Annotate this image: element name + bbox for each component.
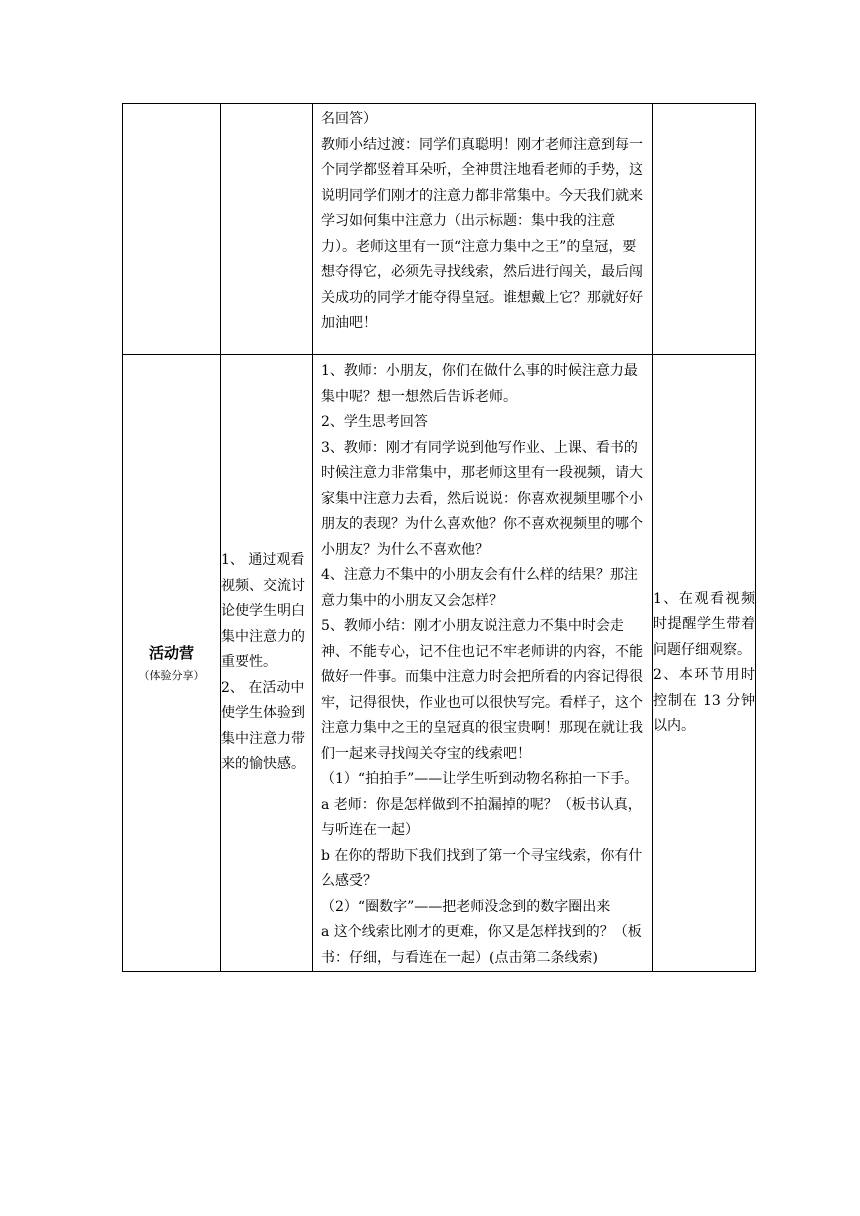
lesson-plan-table [122,103,756,972]
content-line: 5、教师小结：刚才小朋友说注意力不集中时会走神、不能专心，记不住也记不牢老师讲的内容，不能做好一件事。而集中注意力时会把所看的内容记得很牢，记得很快，作业也可以很快写完。看样子，这个注意力集中之王的皇冠真的很宝贵啊！那现在就让我们一起来寻找闯关夺宝的线索吧！ [321,618,643,762]
aim-item: 2、 在活动中使学生体验到集中注意力带来的愉快感。 [221,679,305,773]
aim-item: 1、 通过观看视频、交流讨论使学生明白集中注意力的重要性。 [221,552,305,671]
content-cell [313,104,653,355]
stage-name: 活动营 [148,643,194,662]
content-line: （2）“圈数字”——把老师没念到的数字圈出来 [321,898,611,915]
content-line: 2、学生思考回答 [321,414,428,430]
content-line: 名回答） [321,111,377,127]
note-item: 2、本环节用时控制在 13 分钟以内。 [653,667,755,734]
aim-cell [221,355,313,972]
table-row [123,355,756,972]
stage-cell [123,355,221,972]
content-line: a 老师：你是怎样做到不拍漏掉的呢？（板书认真，与听连在一起） [321,796,642,838]
content-line: 3、教师：刚才有同学说到他写作业、上课、看书的时候注意力非常集中，那老师这里有一段视频，请大家集中注意力去看，然后说说：你喜欢视频里哪个小朋友的表现？为什么喜欢他？你不喜欢视频里的哪个小朋友？为什么不喜欢他？ [321,439,643,558]
content-line: 教师小结过渡：同学们真聪明！刚才老师注意到每一个同学都竖着耳朵听，全神贯注地看老师的手势，这说明同学们刚才的注意力都非常集中。今天我们就来学习如何集中注意力（出示标题：集中我的注意力）。老师这里有一顶“注意力集中之王”的皇冠，要想夺得它，必须先寻找线索，然后进行闯关，最后闯关成功的同学才能夺得皇冠。谁想戴上它？那就好好加油吧！ [321,136,643,331]
table-row [123,104,756,355]
aim-cell [221,104,313,355]
content-line: 1、教师：小朋友，你们在做什么事的时候注意力最集中呢？想一想然后告诉老师。 [321,363,638,405]
content-line: 4、注意力不集中的小朋友会有什么样的结果？那注意力集中的小朋友又会怎样？ [321,567,638,609]
stage-subtitle: （体验分享） [138,668,205,682]
content-cell [313,355,653,972]
note-cell [653,355,756,972]
note-item: 1、在观看视频时提醒学生带着问题仔细观察。 [653,590,755,658]
stage-cell [123,104,221,355]
note-cell [653,104,756,355]
content-line: a 这个线索比刚才的更难，你又是怎样找到的？（板书：仔细，与看连在一起）(点击第二条线索) [321,924,642,966]
content-line: （1）“拍拍手”——让学生听到动物名称拍一下手。 [321,771,639,787]
content-line: b 在你的帮助下我们找到了第一个寻宝线索，你有什么感受？ [321,847,643,889]
